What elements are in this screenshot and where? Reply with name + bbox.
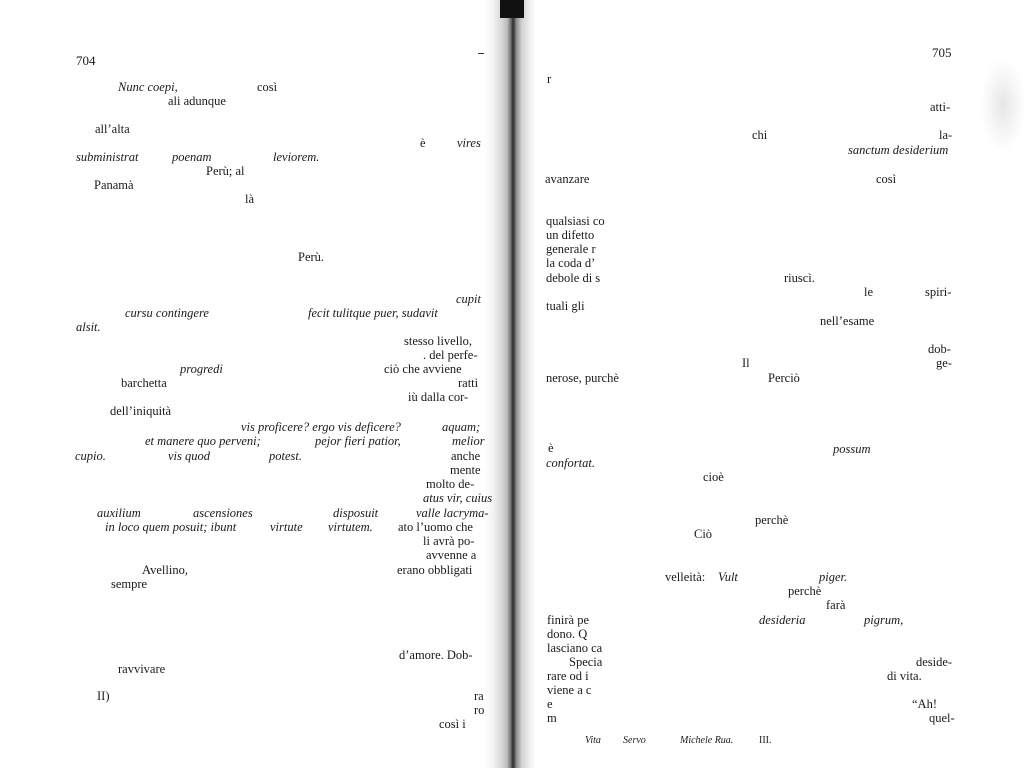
text-line: ato l’uomo che (398, 520, 473, 534)
text-line: possum (833, 442, 871, 456)
text-line: le (864, 285, 874, 299)
text-line: potest. (269, 449, 302, 463)
text-line: è (548, 441, 554, 455)
text-line: ascensiones (193, 506, 253, 520)
text-line: m (547, 711, 557, 725)
text-line: perchè (755, 513, 789, 527)
text-line: all’alta (95, 122, 130, 136)
text-line: lasciano ca (547, 641, 603, 655)
footnote-text: III. (759, 735, 772, 746)
text-line: sanctum desiderium (848, 143, 949, 157)
text-line: pigrum, (864, 613, 904, 627)
text-line: atus vir, cuius (423, 491, 493, 505)
text-line: leviorem. (273, 150, 320, 164)
text-line: II) (97, 689, 110, 703)
left-page (0, 0, 500, 768)
text-line: Ciò (694, 527, 713, 541)
text-line: fecit tulitque puer, sudavit (308, 306, 438, 320)
text-line: di vita. (887, 669, 922, 683)
text-line: auxilium (97, 506, 141, 520)
page-number-left: 704 (76, 53, 96, 68)
text-line: Specia (569, 655, 603, 669)
text-line: stesso livello, (404, 334, 473, 348)
text-line: spiri- (925, 285, 952, 299)
text-line: ravvivare (118, 662, 166, 676)
text-line: deside- (916, 655, 953, 669)
text-line: vis quod (168, 449, 211, 463)
text-line: atti- (930, 100, 951, 114)
text-line: la coda d’ (546, 256, 596, 270)
text-line: Perciò (768, 371, 800, 385)
text-line: è (420, 136, 426, 150)
text-line: dell’iniquità (110, 404, 172, 418)
text-line: così (876, 172, 897, 186)
text-line: viene a c (547, 683, 592, 697)
text-line: riuscì. (784, 271, 815, 285)
text-line: farà (826, 598, 846, 612)
text-line: generale r (546, 242, 596, 256)
text-line: così (257, 80, 278, 94)
footnote-text: Vita (585, 735, 601, 746)
text-line: . del perfe- (423, 348, 478, 362)
text-line: virtutem. (328, 520, 373, 534)
text-line: ra (474, 689, 484, 703)
text-line: desideria (759, 613, 806, 627)
text-line: Avellino, (142, 563, 188, 577)
text-line: barchetta (121, 376, 167, 390)
text-line: avvenne a (426, 548, 477, 562)
text-line: ro (474, 703, 485, 717)
text-line: poenam (172, 150, 212, 164)
text-line: confortat. (546, 456, 595, 470)
page-number-right: 705 (932, 45, 952, 60)
text-line: finirà pe (547, 613, 589, 627)
text-line: mente (450, 463, 481, 477)
text-line: velleità: (665, 570, 706, 584)
text-line: dono. Q (547, 627, 588, 641)
text-line: piger. (819, 570, 848, 584)
text-line: virtute (270, 520, 303, 534)
text-line: r (547, 72, 552, 86)
text-line: d’amore. Dob- (399, 648, 473, 662)
text-line: ratti (458, 376, 479, 390)
text-line: cursu contingere (125, 306, 209, 320)
text-line: la- (939, 128, 953, 142)
text-line: chi (752, 128, 768, 142)
text-line: avanzare (545, 172, 590, 186)
text-line: melior (452, 434, 485, 448)
text-line: Il (742, 356, 750, 370)
text-line: Panamà (94, 178, 134, 192)
text-line: li avrà po- (423, 534, 475, 548)
text-line: vires (457, 136, 481, 150)
text-line: aquam; (442, 420, 481, 434)
text-line: pejor fieri patior, (315, 434, 401, 448)
text-line: molto de- (426, 477, 475, 491)
text-line: così i (439, 717, 466, 731)
text-line: “Ah! (912, 697, 937, 711)
text-line: alsit. (76, 320, 101, 334)
text-line: qualsiasi co (546, 214, 605, 228)
text-line: Perù. (298, 250, 325, 264)
text-line: valle lacryma- (416, 506, 489, 520)
text-line: cupit (456, 292, 481, 306)
text-line: nerose, purchè (546, 371, 619, 385)
text-line: là (245, 192, 255, 206)
text-line: perchè (788, 584, 822, 598)
text-line: tuali gli (546, 299, 585, 313)
text-line: ge- (936, 356, 952, 370)
text-line: in loco quem posuit; ibunt (105, 520, 237, 534)
text-line: nell’esame (820, 314, 875, 328)
text-line: Perù; al (206, 164, 245, 178)
right-page (520, 0, 1024, 768)
text-line: Nunc coepi, (118, 80, 178, 94)
text-line: cioè (703, 470, 724, 484)
text-line: disposuit (333, 506, 379, 520)
text-line: anche (451, 449, 481, 463)
text-line: iù dalla cor- (408, 390, 469, 404)
text-line: et manere quo perveni; (145, 434, 261, 448)
text-line: subministrat (76, 150, 139, 164)
text-line: debole di s (546, 271, 601, 285)
text-line: progredi (180, 362, 223, 376)
text-line: rare od i (547, 669, 589, 683)
text-line: dob- (928, 342, 951, 356)
text-line: cupio. (75, 449, 106, 463)
text-line: ciò che avviene (384, 362, 462, 376)
text-line: un difetto (546, 228, 595, 242)
text-line: vis proficere? ergo vis deficere? (241, 420, 401, 434)
footnote-text: Servo (623, 735, 646, 746)
text-line: ali adunque (168, 94, 226, 108)
text-line: e (547, 697, 553, 711)
text-line: Vult (718, 570, 738, 584)
text-line: erano obbligati (397, 563, 473, 577)
text-line: quel- (929, 711, 955, 725)
text-line: sempre (111, 577, 148, 591)
footnote-text: Michele Rua. (680, 735, 734, 746)
